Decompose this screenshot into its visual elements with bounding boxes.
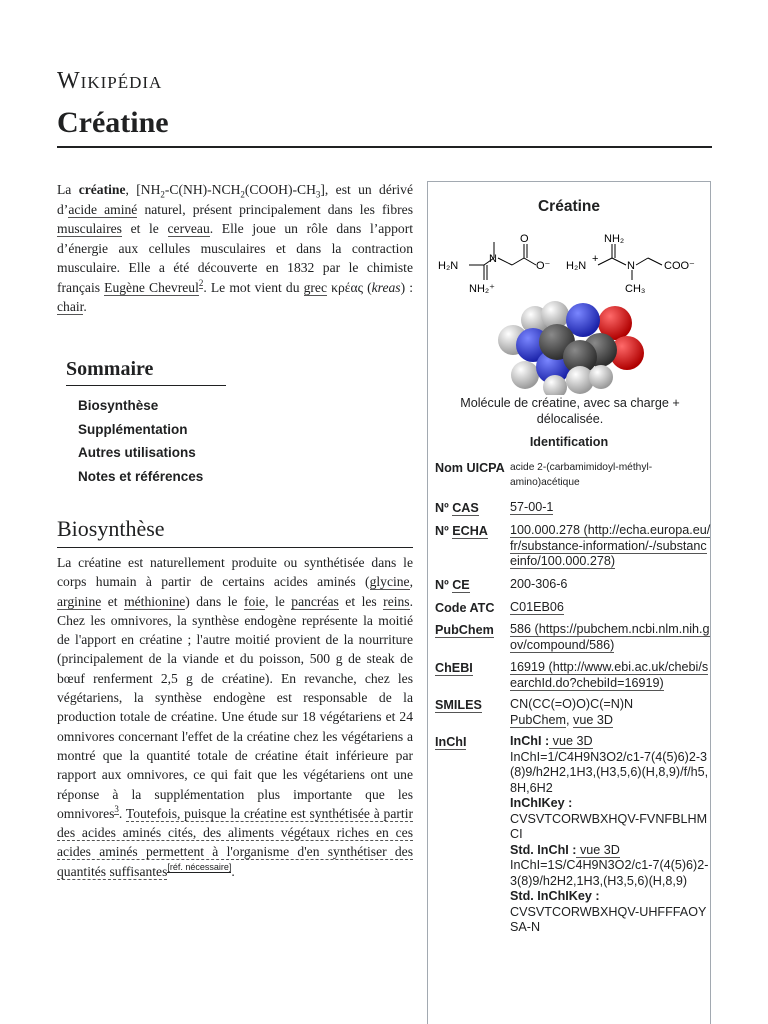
toc-title: Sommaire bbox=[66, 358, 226, 386]
citation-needed-text: Toutefois, puisque la créatine est synthétisée à partir des acides aminés cités, des aliments végétaux riches en ces acides aminés permettent à l'organisme d'en synthétiser des quantités suffisantes bbox=[57, 805, 413, 879]
svg-text:N: N bbox=[489, 253, 497, 265]
toc-item-notes-references[interactable]: Notes et références bbox=[78, 469, 204, 485]
creatine-3d-model-image bbox=[495, 295, 645, 395]
label-pubchem[interactable]: PubChem bbox=[435, 623, 494, 637]
toc-item-biosynthese[interactable]: Biosynthèse bbox=[78, 398, 159, 413]
toc-item-autres-utilisations[interactable]: Autres utilisations bbox=[78, 445, 196, 461]
link-echa[interactable]: ECHA bbox=[452, 524, 488, 538]
value-nom-uicpa: acide 2-(carbamimidoyl-méthyl-amino)acétique bbox=[510, 462, 653, 488]
toc-item-supplementation[interactable]: Supplémentation bbox=[78, 421, 188, 437]
link-grec[interactable]: grec bbox=[303, 279, 328, 295]
svg-text:COO⁻: COO⁻ bbox=[664, 260, 695, 272]
infobox bbox=[427, 181, 711, 1024]
intro-paragraph: La créatine, $[NH_2-C(NH)-NCH_2(COOH)-CH_3]$, est un dérivé d’acide aminé naturel, présent principalement dans les fibres musculaires et le cerveau. Elle joue un rôle dans l’apport d’énergie aux cellules musculaires et dans la contraction musculaire. Elle a été découverte en 1832 par le chimiste français Eugène Chevreul$^2$. Le mot vient du grec κρέας (kreas) : chair. bbox=[57, 182, 413, 314]
wikipedia-logo[interactable]: Wikipédia bbox=[57, 68, 163, 94]
svg-text:N: N bbox=[627, 260, 635, 272]
link-foie[interactable]: foie bbox=[243, 593, 266, 609]
link-acide-amine[interactable]: acide aminé bbox=[68, 201, 138, 217]
link-chair[interactable]: chair bbox=[57, 299, 84, 314]
creatine-structure-image bbox=[436, 232, 704, 298]
svg-text:O: O bbox=[520, 233, 529, 245]
svg-text:NH₂⁺: NH₂⁺ bbox=[469, 283, 495, 295]
table-of-contents bbox=[66, 358, 226, 489]
svg-text:+: + bbox=[592, 253, 599, 265]
link-cerveau[interactable]: cerveau bbox=[167, 221, 210, 236]
svg-text:NH₂: NH₂ bbox=[604, 233, 625, 245]
svg-text:CH₃: CH₃ bbox=[625, 283, 646, 295]
value-chebi[interactable]: 16919 (http://www.ebi.ac.uk/chebi/searchId.do?chebiId=16919) bbox=[510, 660, 709, 690]
biosynthese-paragraph: La créatine est naturellement produite ou synthétisée dans le corps humain à partir de certains acides aminés (glycine, arginine et méthionine) dans le foie, le pancréas et les reins. Chez les omnivores, la synthèse endogène représente la moitié de l'apport en créatine ; l'autre moitié provient de la nourriture (principalement de la viande et du poisson, 500 g de steak de bœuf renferment 2,5 g de créatine). En revanche, chez les végétariens, la synthèse endogène est responsable de la production totale de créatine. Une étude sur 18 végétariens et 24 omnivores concernant l'effet de la créatine chez les végétariens a montré que la quantité totale de créatine était inférieure par rapport aux omnivores, ce qui fait que les végétariens ont une réponse à la supplémentation plus importante que les omnivores$^3$. Toutefois, puisque la créatine est synthétisée à partir des acides aminés cités, des aliments végétaux riches en ces acides aminés permettent à l'organisme d'en synthétiser des quantités suffisantes[réf. nécessaire]. bbox=[57, 555, 414, 879]
section-heading-biosynthese: Biosynthèse bbox=[57, 516, 413, 548]
link-musculaires[interactable]: musculaires bbox=[57, 221, 122, 236]
link-ce[interactable]: CE bbox=[452, 578, 470, 592]
label-echa: Nº ECHA bbox=[435, 524, 488, 538]
ref-2[interactable]: 2 bbox=[198, 277, 204, 288]
label-cas: Nº CAS bbox=[435, 501, 479, 515]
link-glycine[interactable]: glycine bbox=[369, 574, 410, 590]
molecule-caption: Molécule de créatine, avec sa charge + délocalisée. bbox=[460, 396, 680, 426]
value-inchi: InChI : vue 3D InChI=1/C4H9N3O2/c1-7(4(5)6)2-3(8)9/h2H2,1H3,(H3,5,6)(H,8,9)/f/h5,8H,6H2 InChIKey : CVSVTCORWBXHQV-FVNFBLHMCI Std. InChI : vue 3D InChI=1S/C4H9N3O2/c1-7(4(5)6)2-3(8)9/h2H2,1H3,(H3,5,6)(H,8,9) Std. InChIKey : CVSVTCORWBXHQV-UHFFFAOYSA-N bbox=[510, 734, 709, 934]
svg-text:O⁻: O⁻ bbox=[536, 260, 551, 272]
link-eugene-chevreul[interactable]: Eugène Chevreul bbox=[104, 279, 199, 295]
value-cas[interactable]: 57-00-1 bbox=[510, 500, 554, 514]
label-inchi[interactable]: InChI bbox=[435, 735, 467, 749]
link-inchi-3d[interactable]: vue 3D bbox=[549, 734, 593, 748]
link-cas[interactable]: CAS bbox=[452, 501, 479, 515]
label-nom-uicpa: Nom UICPA bbox=[435, 461, 505, 475]
value-smiles: CN(CC(=O)O)C(=N)N PubChem, vue 3D bbox=[510, 697, 634, 727]
label-smiles[interactable]: SMILES bbox=[435, 698, 482, 712]
label-atc: Code ATC bbox=[435, 601, 495, 615]
link-arginine[interactable]: arginine bbox=[57, 593, 102, 609]
page-title: Créatine bbox=[57, 106, 169, 139]
link-smiles-3d[interactable]: vue 3D bbox=[573, 712, 613, 727]
link-methionine[interactable]: méthionine bbox=[124, 593, 186, 609]
value-echa[interactable]: 100.000.278 (http://echa.europa.eu/fr/substance-information/-/substanceinfo/100.000.278) bbox=[510, 523, 711, 568]
identification-header: Identification bbox=[529, 435, 609, 449]
link-smiles-pubchem[interactable]: PubChem bbox=[510, 712, 567, 727]
link-std-inchi-3d[interactable]: vue 3D bbox=[576, 842, 620, 857]
svg-text:H₂N: H₂N bbox=[438, 260, 459, 272]
label-ce: Nº CE bbox=[435, 578, 470, 592]
label-chebi[interactable]: ChEBI bbox=[435, 661, 473, 675]
value-ce: 200-306-6 bbox=[510, 577, 568, 591]
link-reins[interactable]: reins bbox=[383, 593, 410, 609]
ref-3[interactable]: 3 bbox=[114, 804, 119, 815]
value-atc[interactable]: C01EB06 bbox=[510, 600, 564, 614]
title-divider bbox=[57, 146, 712, 148]
value-pubchem[interactable]: 586 (https://pubchem.ncbi.nlm.nih.gov/compound/586) bbox=[510, 622, 710, 652]
link-pancreas[interactable]: pancréas bbox=[291, 593, 339, 609]
svg-text:H₂N: H₂N bbox=[566, 260, 587, 272]
citation-needed-tag[interactable]: [réf. nécessaire] bbox=[167, 862, 232, 873]
infobox-title: Créatine bbox=[537, 198, 601, 215]
